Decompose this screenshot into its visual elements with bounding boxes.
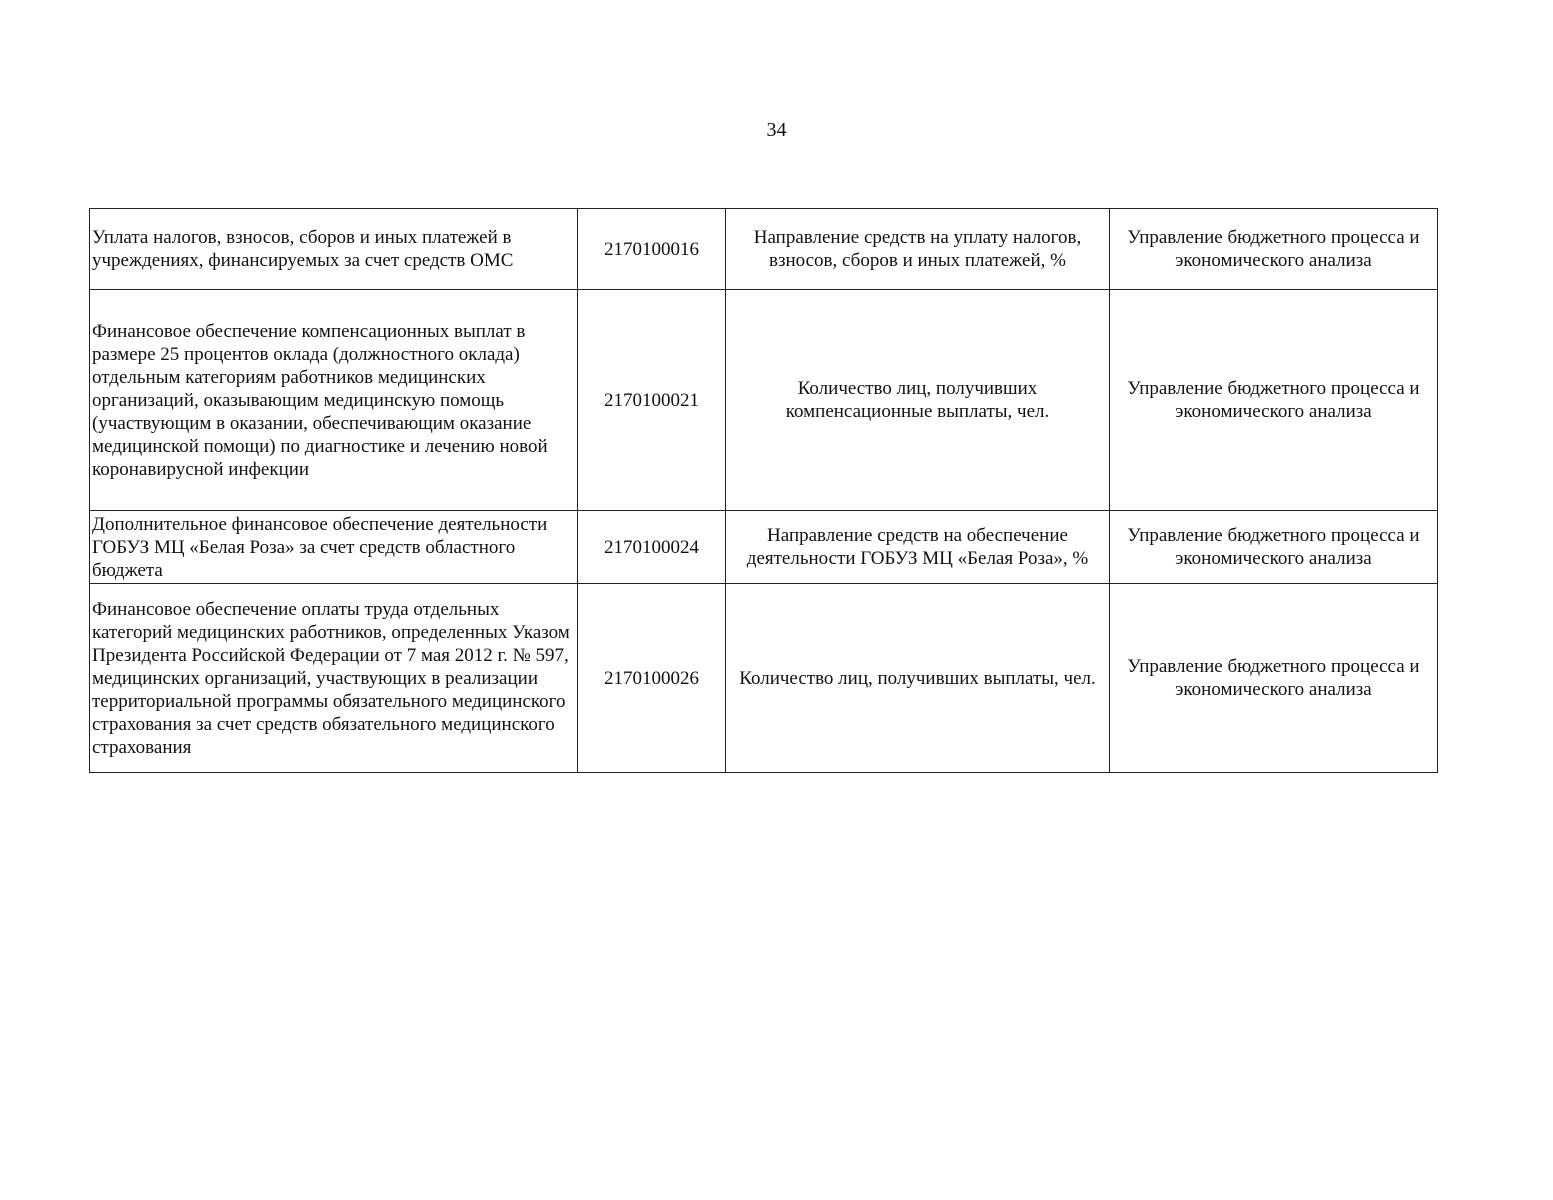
expense-name-cell: Уплата налогов, взносов, сборов и иных платежей в учреждениях, финансируемых за счет средств ОМС [90,209,578,290]
program-table [89,208,1438,773]
code-cell: 2170100016 [578,209,726,290]
expense-name-cell: Дополнительное финансовое обеспечение деятельности ГОБУЗ МЦ «Белая Роза» за счет средств областного бюджета [90,511,578,584]
indicator-cell: Направление средств на уплату налогов, взносов, сборов и иных платежей, % [726,209,1110,290]
table-row [90,290,1438,511]
indicator-cell: Направление средств на обеспечение деятельности ГОБУЗ МЦ «Белая Роза», % [726,511,1110,584]
code-cell: 2170100024 [578,511,726,584]
code-cell: 2170100026 [578,584,726,773]
department-cell: Управление бюджетного процесса и экономического анализа [1110,290,1438,511]
expense-name-cell: Финансовое обеспечение оплаты труда отдельных категорий медицинских работников, определенных Указом Президента Российской Федерации от 7 мая 2012 г. № 597, медицинских организаций, участвующих в реализации территориальной программы обязательного медицинского страхования за счет средств обязательного медицинского страхования [90,584,578,773]
indicator-cell: Количество лиц, получивших выплаты, чел. [726,584,1110,773]
table-row [90,209,1438,290]
page-number: 34 [766,119,787,141]
department-cell: Управление бюджетного процесса и экономического анализа [1110,511,1438,584]
table-row [90,584,1438,773]
code-cell: 2170100021 [578,290,726,511]
table-row [90,511,1438,584]
department-cell: Управление бюджетного процесса и экономического анализа [1110,584,1438,773]
expense-name-cell: Финансовое обеспечение компенсационных выплат в размере 25 процентов оклада (должностного оклада) отдельным категориям работников медицинских организаций, оказывающим медицинскую помощь (участвующим в оказании, обеспечивающим оказание медицинской помощи) по диагностике и лечению новой коронавирусной инфекции [90,290,578,511]
indicator-cell: Количество лиц, получивших компенсационные выплаты, чел. [726,290,1110,511]
department-cell: Управление бюджетного процесса и экономического анализа [1110,209,1438,290]
